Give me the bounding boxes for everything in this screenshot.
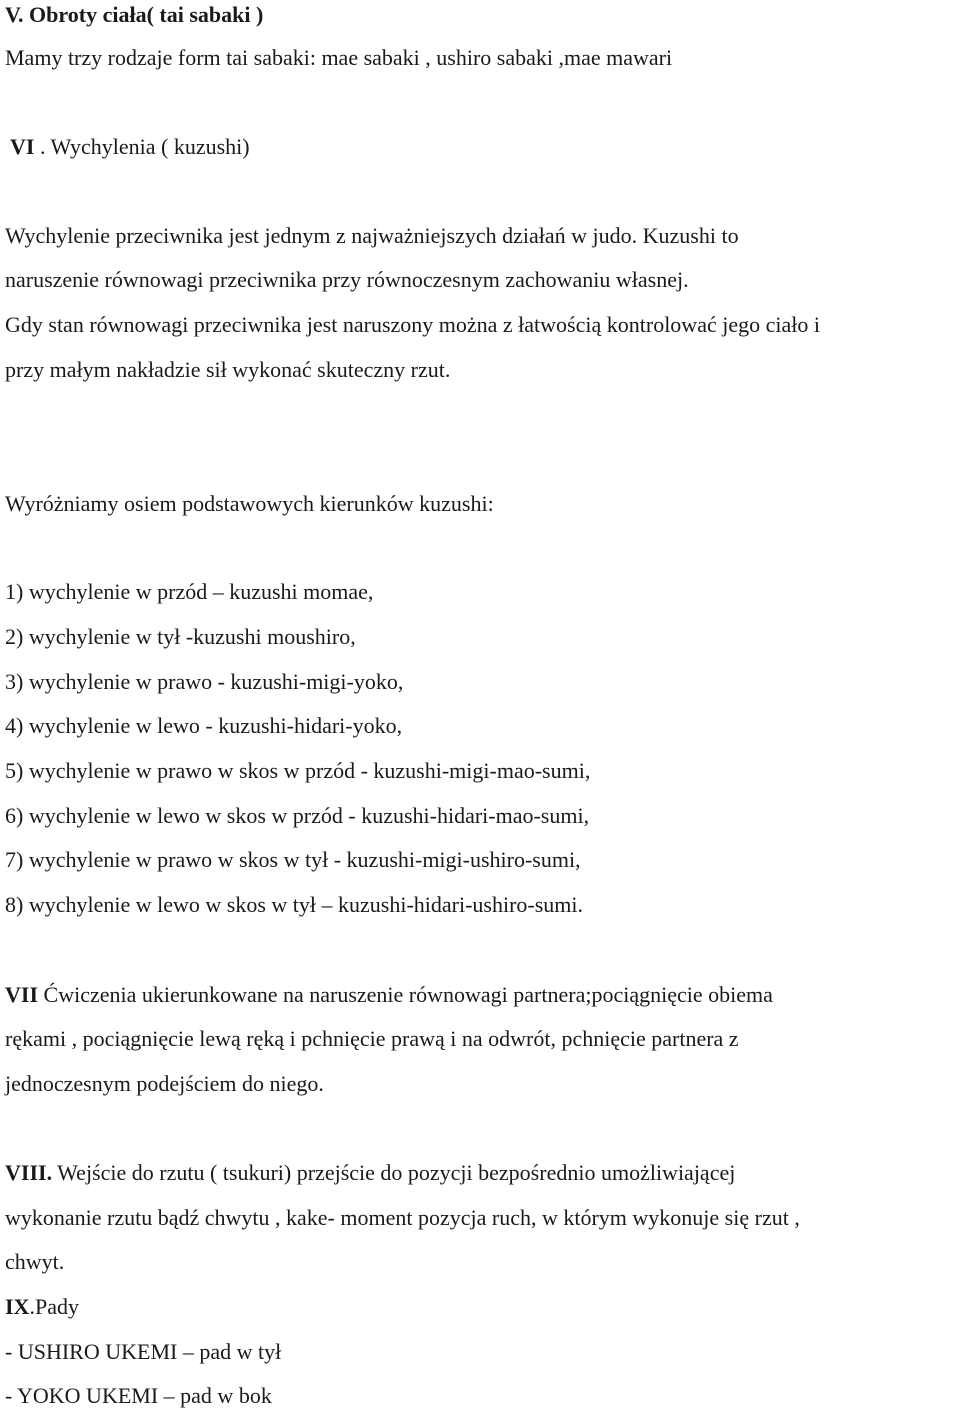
list-item: 7) wychylenie w prawo w skos w tył - kuzushi-migi-ushiro-sumi, bbox=[5, 847, 581, 872]
list-item: 6) wychylenie w lewo w skos w przód - kuzushi-hidari-mao-sumi, bbox=[5, 803, 590, 828]
section-7-line-1: VII Ćwiczenia ukierunkowane na naruszenie równowagi partnera;pociągnięcie obiema bbox=[5, 982, 773, 1007]
section-9-label: IX bbox=[5, 1294, 30, 1319]
section-8-line-3: chwyt. bbox=[5, 1249, 65, 1274]
list-item: 8) wychylenie w lewo w skos w tył – kuzushi-hidari-ushiro-sumi. bbox=[5, 892, 584, 917]
list-item: 5) wychylenie w prawo w skos w przód - kuzushi-migi-mao-sumi, bbox=[5, 758, 591, 783]
section-8-line-2: wykonanie rzutu bądź chwytu , kake- moment pozycja ruch, w którym wykonuje się rzut , bbox=[5, 1205, 800, 1230]
section-6-para-line-4: przy małym nakładzie sił wykonać skuteczny rzut. bbox=[5, 357, 451, 382]
section-8-line-1: VIII. Wejście do rzutu ( tsukuri) przejście do pozycji bezpośrednio umożliwiającej bbox=[5, 1160, 736, 1185]
list-item: 2) wychylenie w tył -kuzushi moushiro, bbox=[5, 624, 356, 649]
section-6-heading: VI . Wychylenia ( kuzushi) bbox=[10, 134, 250, 159]
section-7-line-3: jednoczesnym podejściem do niego. bbox=[5, 1071, 324, 1096]
section-6-para-line-2: naruszenie równowagi przeciwnika przy równoczesnym zachowaniu własnej. bbox=[5, 267, 689, 292]
section-7-label: VII bbox=[5, 982, 39, 1007]
list-item: 1) wychylenie w przód – kuzushi momae, bbox=[5, 579, 374, 604]
section-5-text: Mamy trzy rodzaje form tai sabaki: mae sabaki , ushiro sabaki ,mae mawari bbox=[5, 45, 673, 70]
section-6-para-line-3: Gdy stan równowagi przeciwnika jest naruszony można z łatwością kontrolować jego ciało i bbox=[5, 312, 820, 337]
kuzushi-intro: Wyróżniamy osiem podstawowych kierunków kuzushi: bbox=[5, 491, 494, 516]
list-item: 4) wychylenie w lewo - kuzushi-hidari-yoko, bbox=[5, 713, 403, 738]
list-item: - USHIRO UKEMI – pad w tył bbox=[5, 1339, 282, 1364]
section-9-heading: IX.Pady bbox=[5, 1294, 79, 1319]
list-item: 3) wychylenie w prawo - kuzushi-migi-yoko, bbox=[5, 669, 404, 694]
list-item: - YOKO UKEMI – pad w bok bbox=[5, 1383, 272, 1408]
section-7-line-2: rękami , pociągnięcie lewą ręką i pchnięcie prawą i na odwrót, pchnięcie partnera z bbox=[5, 1026, 739, 1051]
section-8-label: VIII. bbox=[5, 1160, 53, 1185]
section-5-heading: V. Obroty ciała( tai sabaki ) bbox=[5, 2, 264, 27]
section-6-para-line-1: Wychylenie przeciwnika jest jednym z najważniejszych działań w judo. Kuzushi to bbox=[5, 223, 739, 248]
